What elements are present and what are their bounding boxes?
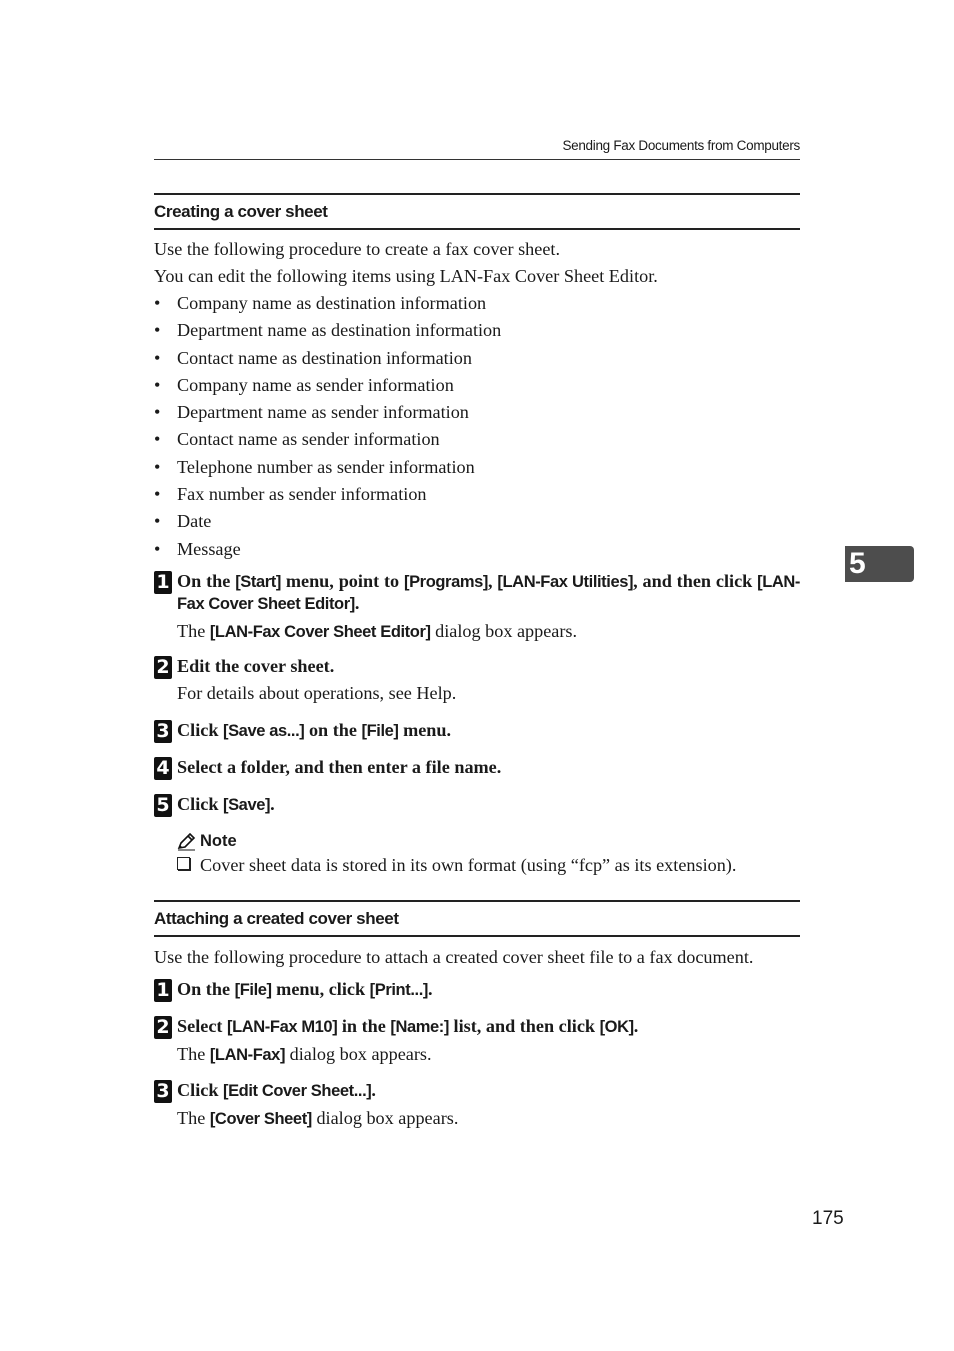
note-label: Note	[200, 832, 237, 850]
header-rule	[154, 159, 800, 160]
running-head: Sending Fax Documents from Computers	[562, 138, 800, 153]
chapter-tab: 5	[845, 546, 914, 582]
section-title: Attaching a created cover sheet	[154, 909, 399, 928]
step-number-badge: 2	[154, 656, 172, 679]
note-block	[177, 832, 736, 876]
step-instruction: Select a folder, and then enter a file name.	[177, 757, 502, 777]
step-number-badge: 5	[154, 794, 172, 817]
list-item: • Telephone number as sender information	[154, 456, 475, 477]
step-1	[154, 979, 800, 1001]
step-instruction: Click [Save].	[177, 794, 275, 814]
section-rule-bottom	[154, 935, 800, 937]
intro-paragraph: You can edit the following items using LAN-Fax Cover Sheet Editor.	[154, 266, 658, 286]
section-header-attaching-cover-sheet	[154, 900, 800, 937]
intro-paragraph: Use the following procedure to create a fax cover sheet.	[154, 239, 561, 259]
step-number-badge: 1	[154, 571, 172, 594]
step-instruction: On the [Start] menu, point to [Programs], [LAN-Fax Utilities], and then click [LAN-Fax Cover Sheet Editor].	[177, 571, 801, 613]
step-description: The [LAN-Fax Cover Sheet Editor] dialog box appears.	[177, 621, 578, 641]
note-heading	[177, 832, 736, 851]
step-number-badge: 4	[154, 757, 172, 780]
list-item: • Contact name as sender information	[154, 429, 440, 450]
list-item: • Fax number as sender information	[154, 484, 427, 505]
list-item: • Message	[154, 538, 241, 559]
step-instruction: Edit the cover sheet.	[177, 656, 335, 676]
step-number-badge: 2	[154, 1016, 172, 1039]
step-3	[154, 1080, 800, 1133]
list-item: • Department name as destination information	[154, 320, 502, 341]
step-number-badge: 3	[154, 720, 172, 743]
section-rule-bottom	[154, 228, 800, 230]
step-description: For details about operations, see Help.	[177, 683, 457, 703]
editable-items-list	[154, 290, 501, 563]
step-instruction: Click [Edit Cover Sheet...].	[177, 1080, 376, 1100]
step-number-badge: 1	[154, 979, 172, 1002]
list-item: • Contact name as destination information	[154, 347, 472, 368]
list-item: • Company name as destination information	[154, 293, 487, 313]
list-item: • Company name as sender information	[154, 374, 454, 395]
step-description: The [LAN-Fax] dialog box appears.	[177, 1044, 432, 1064]
step-2	[154, 656, 800, 707]
section-header-creating-cover-sheet	[154, 193, 800, 230]
list-item: • Department name as sender information	[154, 402, 469, 423]
section-title: Creating a cover sheet	[154, 202, 328, 221]
step-instruction: On the [File] menu, click [Print...].	[177, 979, 433, 999]
step-2	[154, 1016, 800, 1069]
step-number-badge: 3	[154, 1080, 172, 1103]
step-1	[154, 571, 800, 646]
step-instruction: Click [Save as...] on the [File] menu.	[177, 720, 452, 740]
step-instruction: Select [LAN-Fax M10] in the [Name:] list, and then click [OK].	[177, 1016, 639, 1036]
step-description: The [Cover Sheet] dialog box appears.	[177, 1108, 459, 1128]
checkbox-icon	[177, 857, 190, 870]
page-number: 175	[812, 1208, 844, 1229]
pencil-icon	[177, 833, 197, 851]
list-item: • Date	[154, 511, 212, 532]
step-5	[154, 794, 800, 816]
step-3	[154, 720, 800, 742]
intro-paragraph: Use the following procedure to attach a created cover sheet file to a fax document.	[154, 947, 754, 967]
step-4	[154, 757, 800, 778]
note-item: Cover sheet data is stored in its own format (using “fcp” as its extension).	[177, 855, 736, 876]
